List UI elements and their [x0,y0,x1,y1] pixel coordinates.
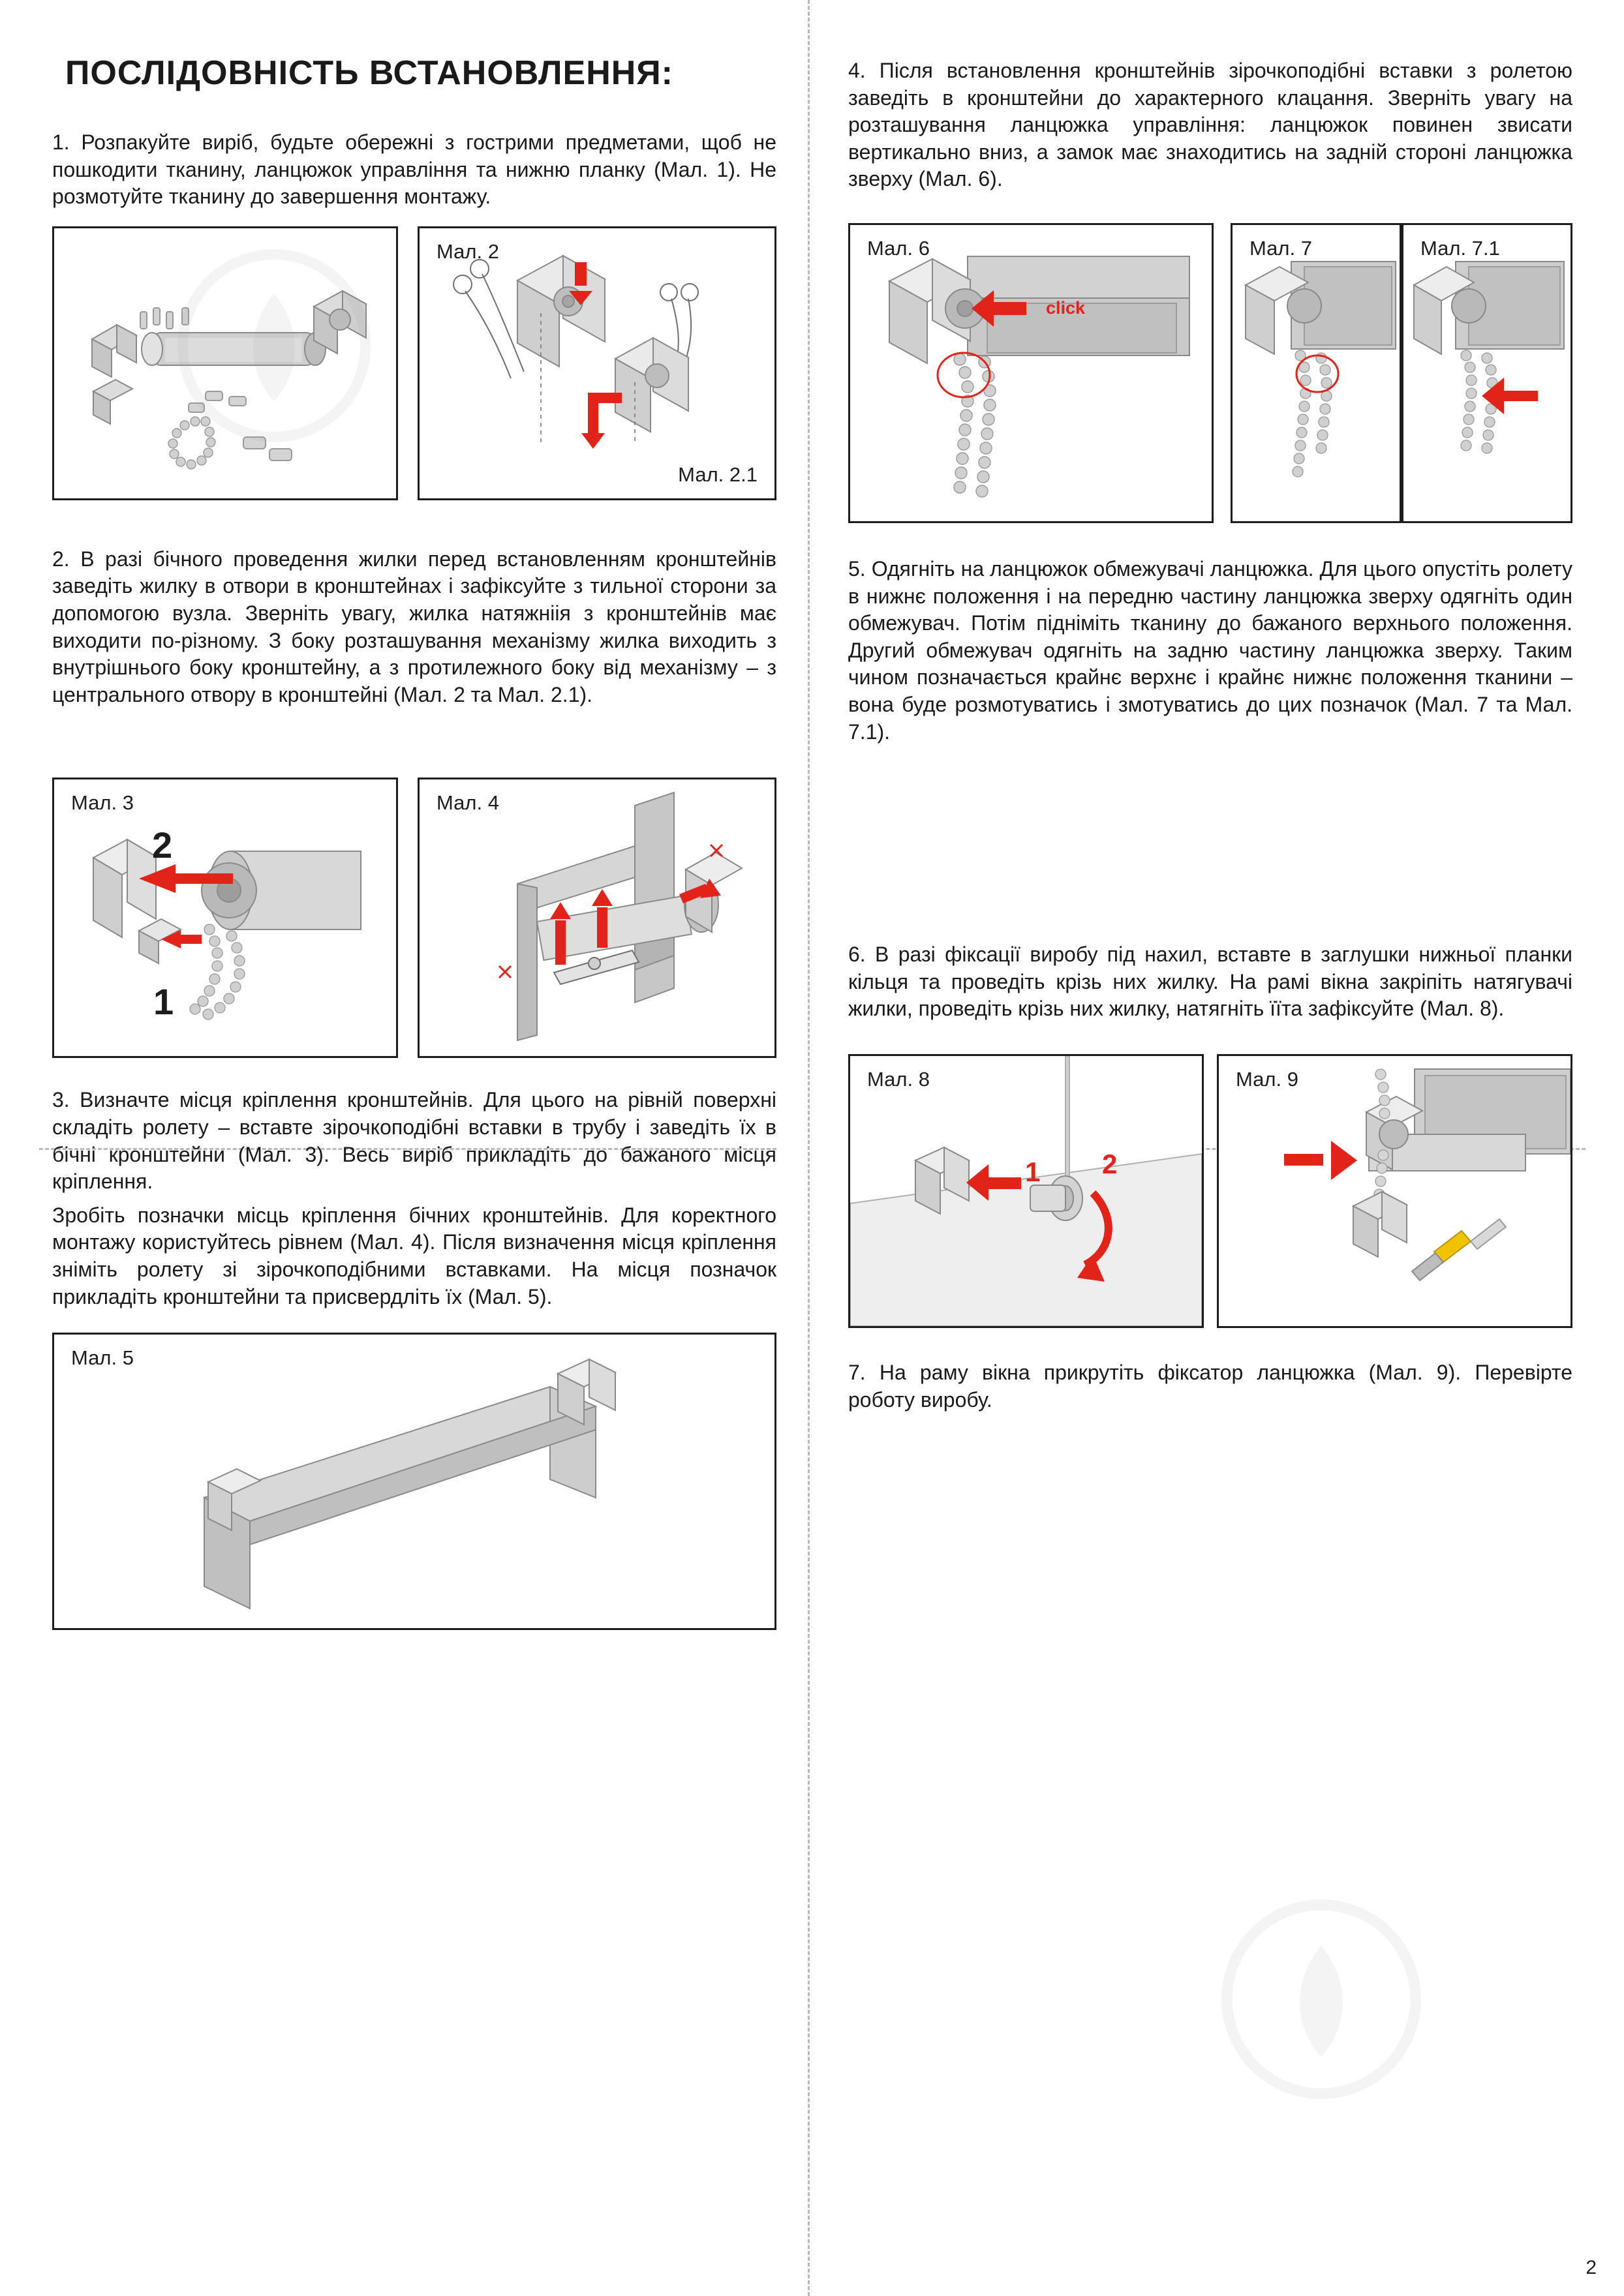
figure-3 [52,778,398,1058]
figure-9-label: Мал. 9 [1236,1067,1298,1091]
figure-5 [52,1333,776,1630]
figure-7-1 [1402,223,1572,523]
step-5-text: 5. Одягніть на ланцюжок обмежувачі ланцюжка. Для цього опустіть ролету в нижнє положення і на передню частину ланцюжка зверху одягніть один обмежувач. Потім підніміть тканину до бажаного верхнього положення. Другий обмежувач одягніть на задню частину ланцюжка зверху. Таким чином позначається крайнє верхнє і крайнє нижнє положення тканини – вона буде розмотуватись і змотуватись до цих позначок (Мал. 7 та Мал. 7.1). [848,556,1572,744]
figure-4 [418,778,776,1058]
figure-7 [1231,223,1402,523]
figure-2-1-label: Мал. 2.1 [678,462,758,486]
click-label: click [1046,297,1086,318]
step-2-text: 2. В разі бічного проведення жилки перед встановленням кронштейнів заведіть жилку в отвори в кронштейнах і зафіксуйте з тильної сторони за допомогою вузла. Зверніть увагу, жилка натяжніія з кронштейнів має виходити по-різному. З боку розташування механізму жилка виходить з внутрішнього боку кронштейну, а з протилежного боку від механізму – з центрального отвору в кронштейні (Мал. 2 та Мал. 2.1). [52,547,776,706]
svg-text:2: 2 [1102,1148,1118,1179]
figure-9 [1217,1054,1572,1328]
left-column [52,39,776,1630]
right-column [848,39,1572,1420]
watermark-leaf-bottom [1220,1898,1422,2100]
page-title: ПОСЛІДОВНІСТЬ ВСТАНОВЛЕННЯ: [65,54,673,92]
figure-7-1-label: Мал. 7.1 [1420,236,1500,260]
vertical-divider [808,0,810,2296]
page-number: 2 [1586,2257,1597,2278]
figure-5-label: Мал. 5 [71,1346,134,1370]
step-6-text: 6. В разі фіксації виробу під нахил, вставте в заглушки нижньої планки кільця та проведіть крізь них жилку. На рамі вікна закріпіть натягувачі жилки, проведіть крізь них жилку, натягніть їїта зафіксуйте (Мал. 8). [848,943,1572,1021]
figure-7-label: Мал. 7 [1249,236,1312,260]
figure-2 [418,226,776,500]
svg-text:1: 1 [1025,1156,1041,1187]
step-1-text: 1. Розпакуйте виріб, будьте обережні з гострими предметами, щоб не пошкодити тканину, ланцюжок управління та нижню планку (Мал. 1). Не розмотуйте тканину до завершення монтажу. [52,130,776,209]
figure-4-label: Мал. 4 [437,791,499,815]
figure-6 [848,223,1214,523]
figure-6-label: Мал. 6 [867,236,930,260]
svg-text:1: 1 [153,981,174,1023]
figure-8 [848,1054,1204,1328]
step-3-text-b: Зробіть позначки місць кріплення бічних кронштейнів. Для коректного монтажу користуйтесь рівнем (Мал. 4). Після визначення місця кріплення зніміть ролету зі зірочкоподібними вставками. На місця позначок прикладіть кронштейни та присвердліть їх (Мал. 5). [52,1203,776,1308]
svg-text:2: 2 [152,824,173,866]
watermark-leaf-top [176,248,372,444]
step-7-text: 7. На раму вікна прикрутіть фіксатор ланцюжка (Мал. 9). Перевірте роботу виробу. [848,1360,1572,1412]
figure-8-label: Мал. 8 [867,1067,930,1091]
step-4-text: 4. Після встановлення кронштейнів зірочкоподібні вставки з ролетою заведіть в кронштейни до характерного клацання. Зверніть увагу на розташування ланцюжка управління: ланцюжок повинен звисати вертикально вниз, а замок має знаходитись на задній стороні ланцюжка зверху (Мал. 6). [848,59,1572,191]
step-3-text: 3. Визначте місця кріплення кронштейнів. Для цього на рівній поверхні складіть ролету – вставте зірочкоподібні вставки в трубу і заведіть їх в бічні кронштейни (Мал. 3). Весь виріб прикладіть до бажаного місця кріплення. [52,1088,776,1194]
figure-2-label: Мал. 2 [437,239,499,263]
figure-3-label: Мал. 3 [71,791,134,815]
